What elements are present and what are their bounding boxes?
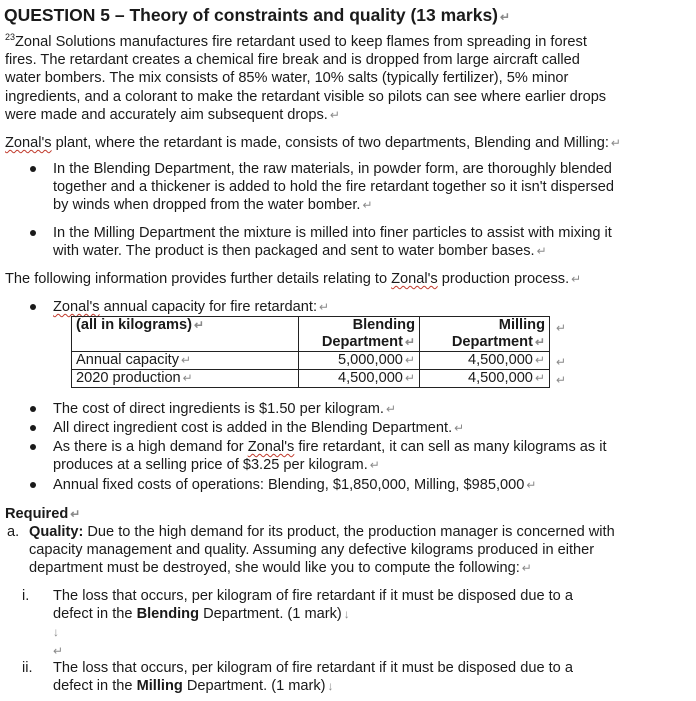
sub-question-numeral: ii.	[22, 660, 33, 676]
bullet-icon	[30, 425, 36, 431]
company-name: Zonal's	[53, 299, 100, 315]
bullet-icon	[30, 444, 36, 450]
bullet-icon	[30, 406, 36, 412]
milling-header: Milling Department ↵	[420, 317, 550, 352]
footnote-marker: 23	[5, 32, 16, 43]
paragraph-mark-icon: ↵	[534, 335, 545, 349]
paragraph-mark-icon: ↵	[404, 353, 415, 367]
table-end-mark-icon: ↵	[556, 373, 567, 387]
sub-question-ii: The loss that occurs, per kilogram of fire retardant if it must be disposed due to a defect in the Milling Department. (1 mark) ↓	[53, 660, 573, 695]
paragraph-mark-icon: ↵	[610, 136, 621, 150]
paragraph-mark-icon: ↵	[53, 643, 64, 658]
capacity-table	[71, 316, 550, 388]
paragraph-mark-icon: ↵	[182, 371, 193, 385]
part-a-text: Quality: Due to the high demand for its product, the production manager is concerned with capacity management and quality. Assuming any defective kilograms produced in either department must be destroyed, she would like you to compute the following: ↵	[29, 524, 615, 577]
row-label: 2020 production ↵	[72, 370, 299, 388]
blending-header: Blending Department ↵	[299, 317, 420, 352]
line-break-icon: ↓	[343, 607, 350, 622]
paragraph-mark-icon: ↵	[500, 10, 511, 24]
paragraph-mark-icon: ↵	[534, 371, 545, 385]
info-paragraph: The following information provides further details relating to Zonal's production process. ↵	[5, 271, 582, 287]
company-name: Zonal's	[5, 135, 52, 151]
milling-value: 4,500,000 ↵	[420, 370, 550, 388]
fact-bullet: As there is a high demand for Zonal's fire retardant, it can sell as many kilograms as it produces at a selling price of $3.25 per kilogram. ↵	[53, 439, 607, 474]
sub-question-numeral: i.	[22, 588, 30, 604]
table-row	[72, 370, 550, 388]
paragraph-mark-icon: ↵	[385, 402, 397, 416]
paragraph-mark-icon: ↵	[536, 244, 547, 259]
paragraph-mark-icon: ↵	[193, 318, 205, 332]
line-break-icon: ↓	[53, 625, 59, 640]
bullet-icon	[30, 166, 36, 172]
question-title: QUESTION 5 – Theory of constraints and quality (13 marks) ↵	[4, 5, 511, 25]
milling-dept-bullet: In the Milling Department the mixture is milled into finer particles to assist with mixing it with water. The product is then packaged and sent to water bomber bases. ↵	[53, 225, 612, 260]
required-heading: Required ↵	[5, 506, 81, 522]
paragraph-mark-icon: ↵	[404, 335, 415, 349]
paragraph-mark-icon: ↵	[362, 198, 373, 213]
paragraph-mark-icon: ↵	[571, 272, 582, 286]
quality-label: Quality:	[29, 524, 84, 540]
paragraph-mark-icon: ↵	[521, 561, 532, 576]
company-name: Zonal's	[247, 439, 295, 455]
paragraph-mark-icon: ↵	[534, 353, 545, 367]
unit-header: (all in kilograms) ↵	[72, 317, 299, 352]
fact-bullet: Annual fixed costs of operations: Blending, $1,850,000, Milling, $985,000 ↵	[53, 477, 537, 493]
blending-value: 4,500,000 ↵	[299, 370, 420, 388]
paragraph-mark-icon: ↵	[369, 458, 380, 473]
part-a-letter: a.	[7, 524, 20, 540]
bullet-icon	[30, 482, 36, 488]
paragraph-mark-icon: ↵	[454, 421, 465, 435]
paragraph-mark-icon: ↵	[70, 507, 81, 521]
paragraph-mark-icon: ↵	[404, 371, 415, 385]
bullet-icon	[30, 304, 36, 310]
paragraph-mark-icon: ↵	[181, 353, 192, 367]
paragraph-mark-icon: ↵	[319, 300, 330, 314]
table-end-mark-icon: ↵	[556, 355, 567, 369]
blending-value: 5,000,000 ↵	[299, 352, 420, 370]
line-break-icon: ↓	[327, 679, 334, 694]
company-name: Zonal's	[391, 271, 438, 287]
paragraph-mark-icon: ↵	[329, 107, 340, 122]
row-label: Annual capacity ↵	[72, 352, 299, 370]
bullet-icon	[30, 230, 36, 236]
table-end-mark-icon: ↵	[556, 321, 567, 335]
fact-bullet: All direct ingredient cost is added in the Blending Department. ↵	[53, 420, 465, 436]
table-row	[72, 352, 550, 370]
table-header-row	[72, 317, 550, 352]
intro-paragraph: $^{23}$Zonal Solutions manufactures fire retardant used to keep flames from spreading in forest fires. The retardant creates a chemical fire break and is dropped from large aircraft called water bombers. The mix consists of 85% water, 10% salts (typically fertilizer), 5% minor ingredients, and a colorant to make the retardant visible so pilots can see where earlier drops were made and accurately aim subsequent drops. ↵	[5, 32, 607, 123]
milling-value: 4,500,000 ↵	[420, 352, 550, 370]
blending-dept-bullet: In the Blending Department, the raw materials, in powder form, are thoroughly blended together and a thickener is added to hold the fire retardant together so it isn't dispersed by winds when dropped from the water bomber. ↵	[53, 161, 614, 214]
capacity-bullet: Zonal's annual capacity for fire retardant: ↵	[53, 299, 330, 315]
fact-bullet: The cost of direct ingredients is $1.50 per kilogram. ↵	[53, 401, 397, 417]
paragraph-mark-icon: ↵	[526, 478, 537, 492]
sub-question-i: The loss that occurs, per kilogram of fire retardant if it must be disposed due to a defect in the Blending Department. (1 mark) ↓ ↓ ↵	[53, 588, 573, 658]
plant-paragraph: Zonal's plant, where the retardant is made, consists of two departments, Blending and Milling: ↵	[5, 135, 621, 151]
